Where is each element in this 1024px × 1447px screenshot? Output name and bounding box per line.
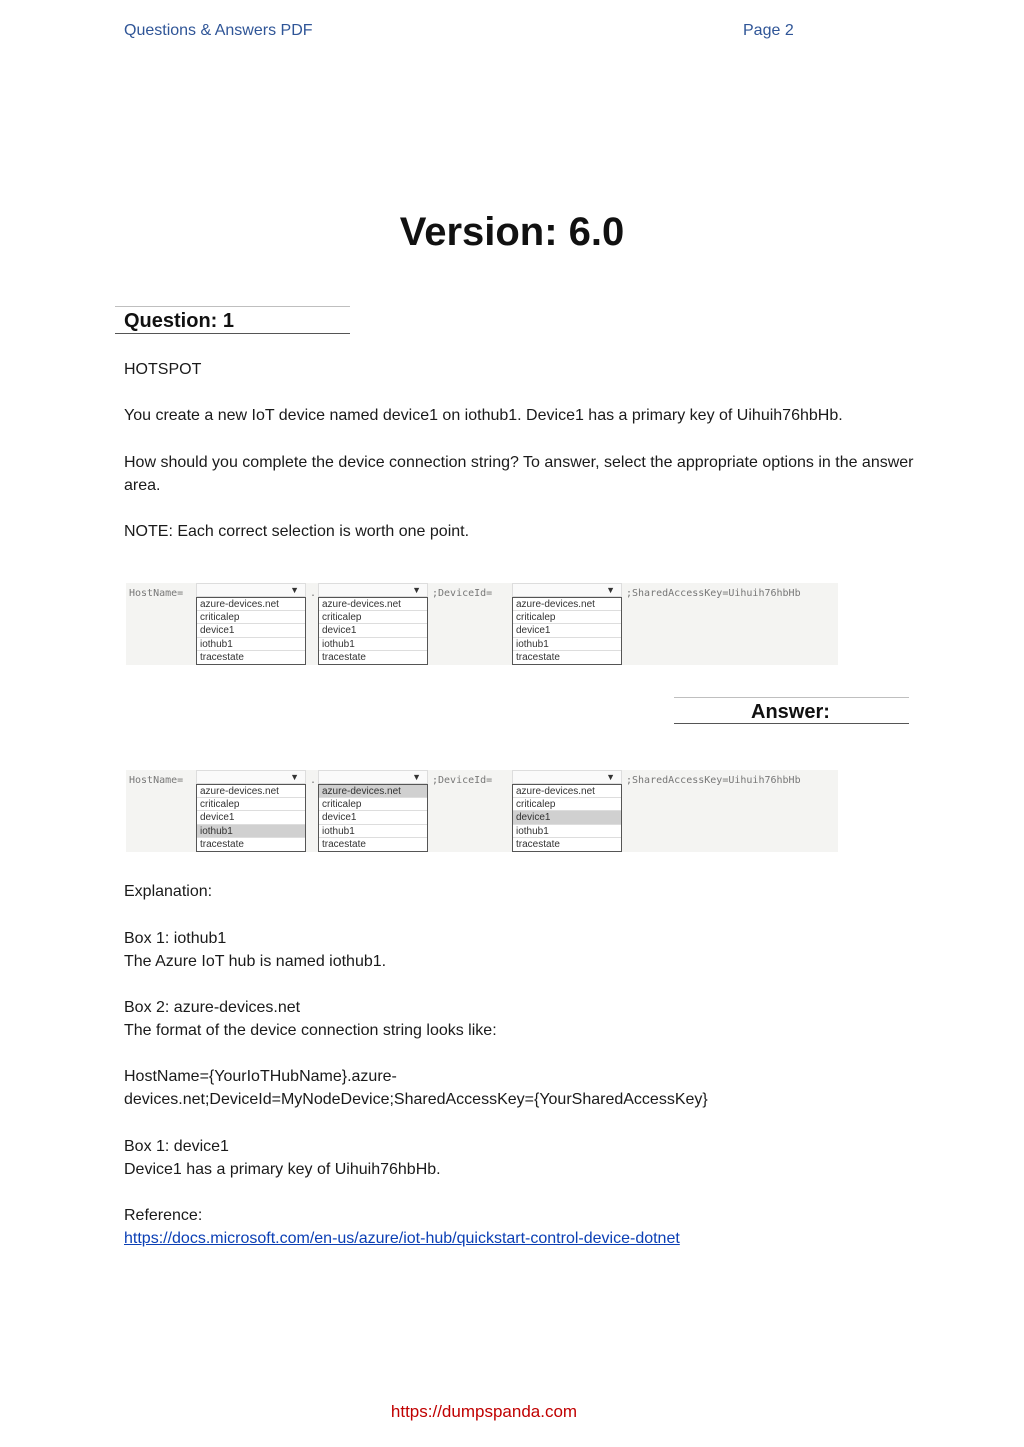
dropdown-box-1[interactable] [196,583,306,665]
answer-dropdown-box-2[interactable] [318,770,428,852]
dropdown-option[interactable]: iothub1 [513,825,621,838]
format-line-1: HostName={YourIoTHubName}.azure- [124,1068,397,1085]
dropdown-option[interactable]: device1 [197,624,305,637]
chevron-down-icon[interactable]: ▼ [412,585,421,595]
dot-separator: . [310,775,317,786]
dropdown-header[interactable] [196,583,306,597]
question-heading-box [115,306,350,334]
dropdown-option[interactable]: iothub1 [197,638,305,651]
question-body-2: How should you complete the device connection string? To answer, select the appropriate options in the answer area. [124,454,914,494]
dropdown-options [318,597,428,665]
answer-heading-box [674,697,909,724]
header-title: Questions & Answers PDF [124,22,313,39]
dropdown-option[interactable]: iothub1 [319,825,427,838]
dropdown-option[interactable]: tracestate [200,651,244,663]
dropdown-option[interactable]: criticalep [197,611,305,624]
dropdown-option[interactable]: tracestate [200,838,244,850]
question-body-1: You create a new IoT device named device1 on iothub1. Device1 has a primary key of Uihuih76hbHb. [124,407,843,424]
dropdown-option-selected[interactable]: azure-devices.net [319,785,427,798]
chevron-down-icon[interactable]: ▼ [412,772,421,782]
answer-dropdown-box-1[interactable] [196,770,306,852]
hostname-label: HostName= [129,775,184,786]
dropdown-header[interactable] [318,770,428,784]
dropdown-option[interactable]: tracestate [516,838,560,850]
dropdown-options [196,784,306,852]
dropdown-option[interactable]: criticalep [197,798,305,811]
answer-heading: Answer: [751,701,830,723]
chevron-down-icon[interactable]: ▼ [290,772,299,782]
box1-title: Box 1: iothub1 [124,930,227,947]
dropdown-option[interactable]: criticalep [319,611,427,624]
dropdown-box-3[interactable] [512,583,622,665]
dropdown-options [318,784,428,852]
dropdown-header[interactable] [318,583,428,597]
dropdown-options [512,597,622,665]
box3-title: Box 1: device1 [124,1138,229,1155]
version-title: Version: 6.0 [399,210,625,254]
answer-hotspot [126,770,838,852]
chevron-down-icon[interactable]: ▼ [290,585,299,595]
dropdown-option[interactable]: criticalep [319,798,427,811]
dropdown-option[interactable]: device1 [319,624,427,637]
dropdown-header[interactable] [512,770,622,784]
box2-text: The format of the device connection string looks like: [124,1022,497,1039]
explanation-title: Explanation: [124,883,213,900]
dropdown-option[interactable]: device1 [197,811,305,824]
dropdown-options [196,597,306,665]
shared-access-key-label: ;SharedAccessKey=Uihuih76hbHb [626,775,801,786]
dropdown-option[interactable]: device1 [319,811,427,824]
dropdown-option[interactable]: azure-devices.net [197,785,305,798]
dropdown-option[interactable]: tracestate [516,651,560,663]
box2-title: Box 2: azure-devices.net [124,999,301,1016]
dropdown-option[interactable]: criticalep [513,611,621,624]
deviceid-label: ;DeviceId= [432,588,493,599]
dropdown-option-selected[interactable]: device1 [513,811,621,824]
dropdown-option[interactable]: iothub1 [319,638,427,651]
reference-label: Reference: [124,1207,203,1224]
question-hotspot [126,583,838,665]
dot-separator: . [310,588,317,599]
box3-text: Device1 has a primary key of Uihuih76hbHb. [124,1161,441,1178]
dropdown-option[interactable]: iothub1 [513,638,621,651]
dropdown-option[interactable]: azure-devices.net [197,598,305,611]
dropdown-header[interactable] [196,770,306,784]
footer-link[interactable]: https://dumpspanda.com [390,1402,578,1421]
question-note: NOTE: Each correct selection is worth one point. [124,523,470,540]
chevron-down-icon[interactable]: ▼ [606,772,615,782]
shared-access-key-label: ;SharedAccessKey=Uihuih76hbHb [626,588,801,599]
dropdown-option[interactable]: device1 [513,624,621,637]
question-type: HOTSPOT [124,361,202,378]
dropdown-option[interactable]: tracestate [322,838,366,850]
deviceid-label: ;DeviceId= [432,775,493,786]
box1-text: The Azure IoT hub is named iothub1. [124,953,387,970]
dropdown-header[interactable] [512,583,622,597]
dropdown-option[interactable]: azure-devices.net [513,598,621,611]
dropdown-option-selected[interactable]: iothub1 [197,825,305,838]
dropdown-options [512,784,622,852]
dropdown-option[interactable]: criticalep [513,798,621,811]
page-number: Page 2 [743,22,794,39]
hostname-label: HostName= [129,588,184,599]
dropdown-option[interactable]: tracestate [322,651,366,663]
dropdown-option[interactable]: azure-devices.net [513,785,621,798]
chevron-down-icon[interactable]: ▼ [606,585,615,595]
answer-dropdown-box-3[interactable] [512,770,622,852]
reference-link[interactable]: https://docs.microsoft.com/en-us/azure/iot-hub/quickstart-control-device-dotnet [124,1230,680,1247]
question-heading: Question: 1 [124,310,235,332]
format-line-2: devices.net;DeviceId=MyNodeDevice;SharedAccessKey={YourSharedAccessKey} [124,1091,708,1108]
dropdown-box-2[interactable] [318,583,428,665]
dropdown-option[interactable]: azure-devices.net [319,598,427,611]
